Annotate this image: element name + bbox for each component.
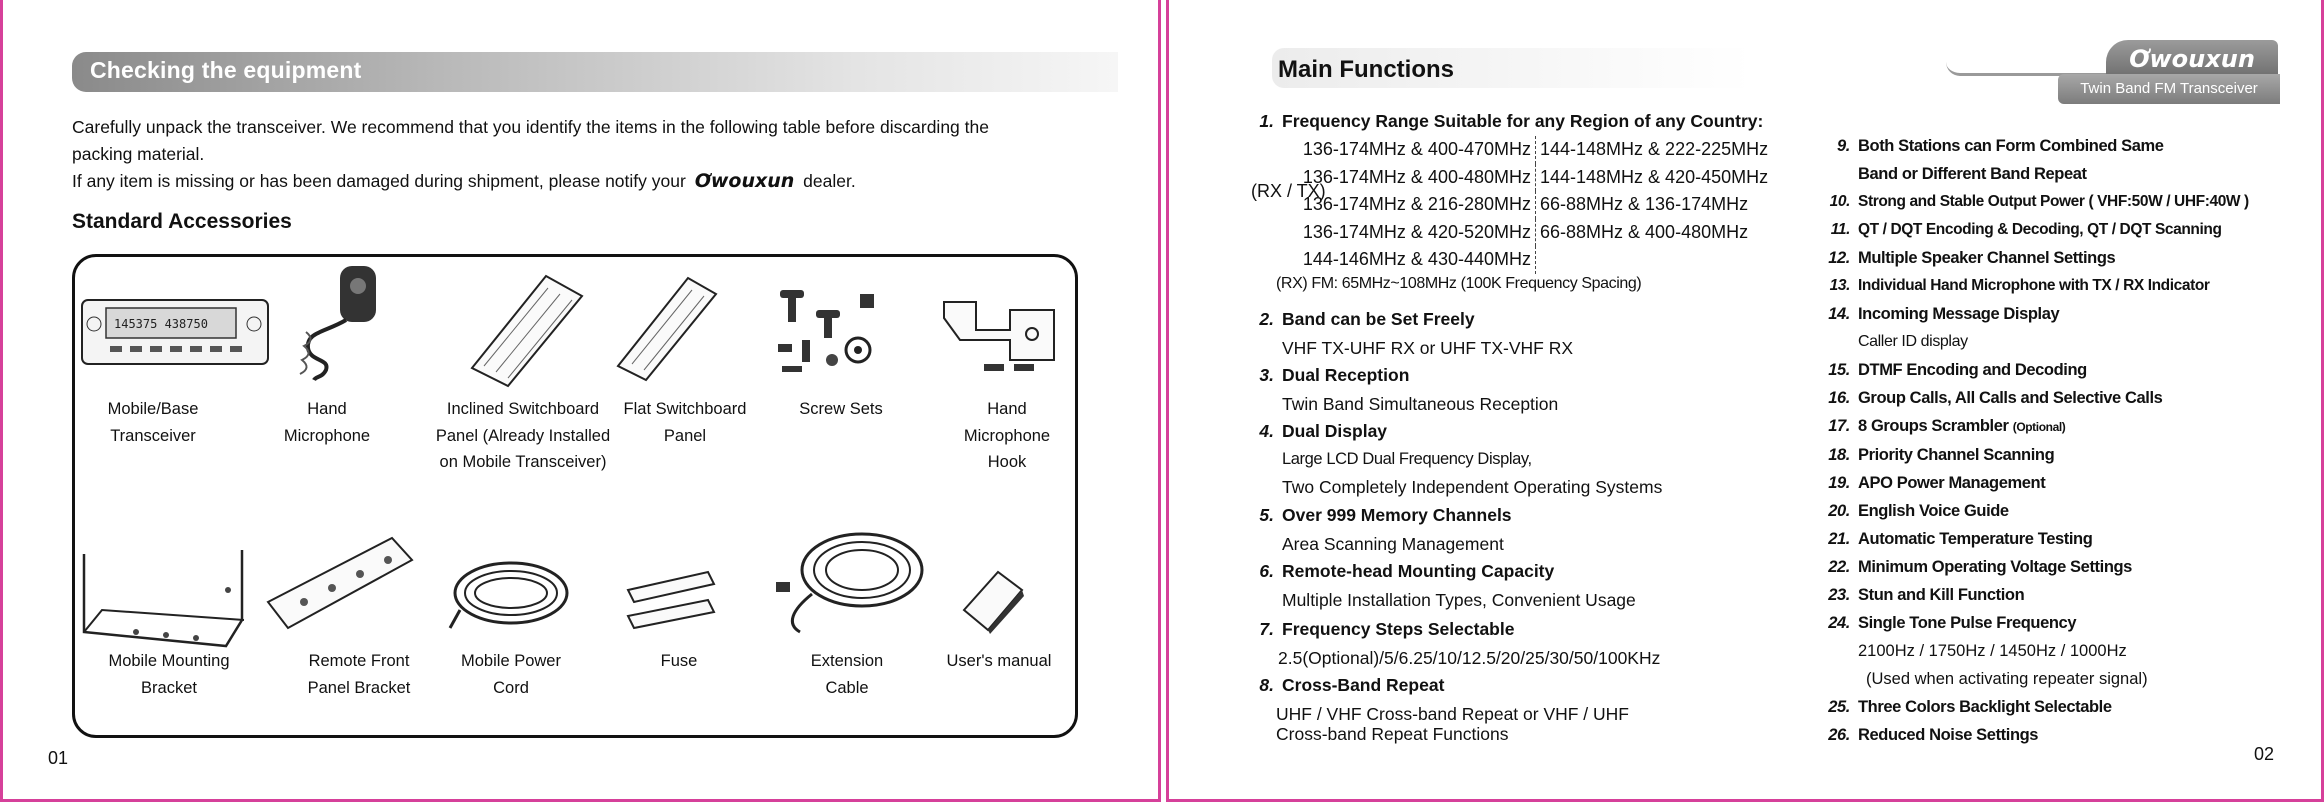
function-item: 1. Frequency Range Suitable for any Region of any Country:: [1259, 111, 1764, 131]
function-item: 20. English Voice Guide: [1828, 502, 2009, 520]
function-item: 8. Cross-Band Repeat: [1259, 675, 1445, 695]
power-cord-icon: [446, 548, 576, 638]
function-desc: 2.5(Optional)/5/6.25/10/12.5/20/25/30/50/100KHz: [1278, 648, 1661, 668]
radio-transceiver-icon: [80, 298, 270, 368]
function-desc: Large LCD Dual Frequency Display,: [1282, 450, 1532, 468]
function-item: 12. Multiple Speaker Channel Settings: [1828, 249, 2116, 267]
function-desc: Two Completely Independent Operating Systems: [1282, 477, 1663, 497]
intro-line: Carefully unpack the transceiver. We recommend that you identify the items in the following table before discarding the: [72, 117, 989, 137]
frequency-row: 136-174MHz & 216-280MHz 66-88MHz & 136-174MHz: [1298, 191, 1768, 219]
function-desc: Caller ID display: [1858, 333, 1968, 350]
function-item: 21. Automatic Temperature Testing: [1828, 530, 2093, 548]
function-item: 3. Dual Reception: [1259, 365, 1410, 385]
left-page: [0, 0, 1160, 802]
standard-accessories-heading: Standard Accessories: [72, 210, 292, 233]
main-functions-title: Main Functions: [1278, 56, 1454, 83]
function-item: 15. DTMF Encoding and Decoding: [1828, 361, 2087, 379]
section-title: Checking the equipment: [90, 57, 362, 83]
function-item: 24. Single Tone Pulse Frequency: [1828, 614, 2077, 632]
function-item-cont: Band or Different Band Repeat: [1858, 165, 2087, 183]
lcd-text: 145375 438750: [114, 317, 208, 331]
function-item: 17. 8 Groups Scrambler (Optional): [1828, 417, 2066, 435]
function-desc: Multiple Installation Types, Convenient Usage: [1282, 590, 1636, 610]
brand-tagline: Twin Band FM Transceiver: [2058, 74, 2280, 104]
accessory-label: Inclined Switchboard Panel (Already Installed on Mobile Transceiver): [435, 400, 611, 471]
manual-icon: [958, 566, 1028, 636]
function-item: 16. Group Calls, All Calls and Selective Calls: [1828, 389, 2163, 407]
accessory-label: Flat Switchboard Panel: [623, 400, 747, 445]
intro-line: packing material.: [72, 144, 205, 164]
rx-tx-label: (RX / TX): [1251, 181, 1326, 201]
intro-paragraph: [72, 114, 1072, 195]
function-desc: Area Scanning Management: [1282, 534, 1504, 554]
fuse-icon: [622, 566, 722, 630]
function-item: 26. Reduced Noise Settings: [1828, 726, 2039, 744]
accessory-label: Fuse: [660, 652, 698, 670]
function-item: 14. Incoming Message Display: [1828, 305, 2060, 323]
panel-bracket-icon: [262, 532, 422, 642]
function-item: 7. Frequency Steps Selectable: [1259, 619, 1515, 639]
function-item: 18. Priority Channel Scanning: [1828, 446, 2055, 464]
function-desc: 2100Hz / 1750Hz / 1450Hz / 1000Hz: [1858, 642, 2127, 660]
mounting-bracket-icon: [76, 540, 256, 650]
frequency-table: [1298, 136, 1768, 274]
function-item: 22. Minimum Operating Voltage Settings: [1828, 558, 2132, 576]
page-divider: [1166, 0, 1169, 802]
hand-microphone-icon: [286, 262, 386, 382]
function-desc: Cross-band Repeat Functions: [1276, 724, 1509, 744]
flat-panel-icon: [612, 270, 722, 382]
function-item: 13. Individual Hand Microphone with TX / RX Indicator: [1829, 277, 2210, 294]
accessory-label: User's manual: [946, 652, 1052, 670]
function-item: 25. Three Colors Backlight Selectable: [1828, 698, 2112, 716]
functions-column-2: [1822, 132, 2292, 749]
accessory-label: Hand Microphone: [283, 400, 371, 445]
page-number: 02: [2254, 744, 2275, 764]
function-desc: VHF TX-UHF RX or UHF TX-VHF RX: [1282, 338, 1574, 358]
function-desc: Twin Band Simultaneous Reception: [1282, 394, 1559, 414]
extension-cable-icon: [772, 520, 932, 640]
page-edge: [0, 0, 3, 802]
function-desc: (Used when activating repeater signal): [1866, 670, 2148, 688]
frequency-row: 136-174MHz & 400-470MHz 144-148MHz & 222-225MHz: [1298, 136, 1768, 164]
frequency-row: 136-174MHz & 420-520MHz 66-88MHz & 400-480MHz: [1298, 219, 1768, 247]
function-item: 2. Band can be Set Freely: [1259, 309, 1475, 329]
page-divider: [1158, 0, 1161, 802]
function-item: 23. Stun and Kill Function: [1828, 586, 2025, 604]
function-item: 4. Dual Display: [1259, 421, 1388, 441]
function-item: 6. Remote-head Mounting Capacity: [1259, 561, 1555, 581]
function-item: 11. QT / DQT Encoding & Decoding, QT / DQT Scanning: [1830, 221, 2222, 238]
function-item: 9. Both Stations can Form Combined Same: [1837, 137, 2164, 155]
accessory-label: Mobile Power Cord: [461, 652, 561, 697]
microphone-hook-icon: [940, 296, 1060, 376]
wouxun-brand-logo: Ơwouxun: [2106, 40, 2278, 78]
function-desc: UHF / VHF Cross-band Repeat or VHF / UHF: [1276, 704, 1629, 724]
intro-line: If any item is missing or has been damaged during shipment, please notify your Ơwouxun dealer.: [72, 170, 856, 192]
function-item: 5. Over 999 Memory Channels: [1259, 505, 1512, 525]
accessory-label: Hand Microphone Hook: [963, 400, 1051, 471]
inclined-panel-icon: [462, 268, 592, 388]
frequency-row: 144-146MHz & 430-440MHz: [1298, 246, 1768, 274]
function-item: 19. APO Power Management: [1828, 474, 2046, 492]
wouxun-logo: Ơwouxun: [694, 170, 795, 192]
function-item: 10. Strong and Stable Output Power ( VHF:50W / UHF:40W ): [1829, 193, 2249, 210]
accessory-label: Mobile Mounting Bracket: [108, 652, 230, 697]
fm-range: (RX) FM: 65MHz~108MHz (100K Frequency Spacing): [1276, 275, 1642, 292]
accessory-label: Mobile/Base Transceiver: [107, 400, 199, 445]
accessory-label: Remote Front Panel Bracket: [307, 652, 411, 697]
page-number: 01: [48, 748, 69, 768]
frequency-row: 136-174MHz & 400-480MHz 144-148MHz & 420-450MHz: [1298, 164, 1768, 192]
screws-icon: [772, 280, 892, 380]
accessory-label: Screw Sets: [799, 400, 883, 418]
accessory-label: Extension Cable: [810, 652, 884, 697]
